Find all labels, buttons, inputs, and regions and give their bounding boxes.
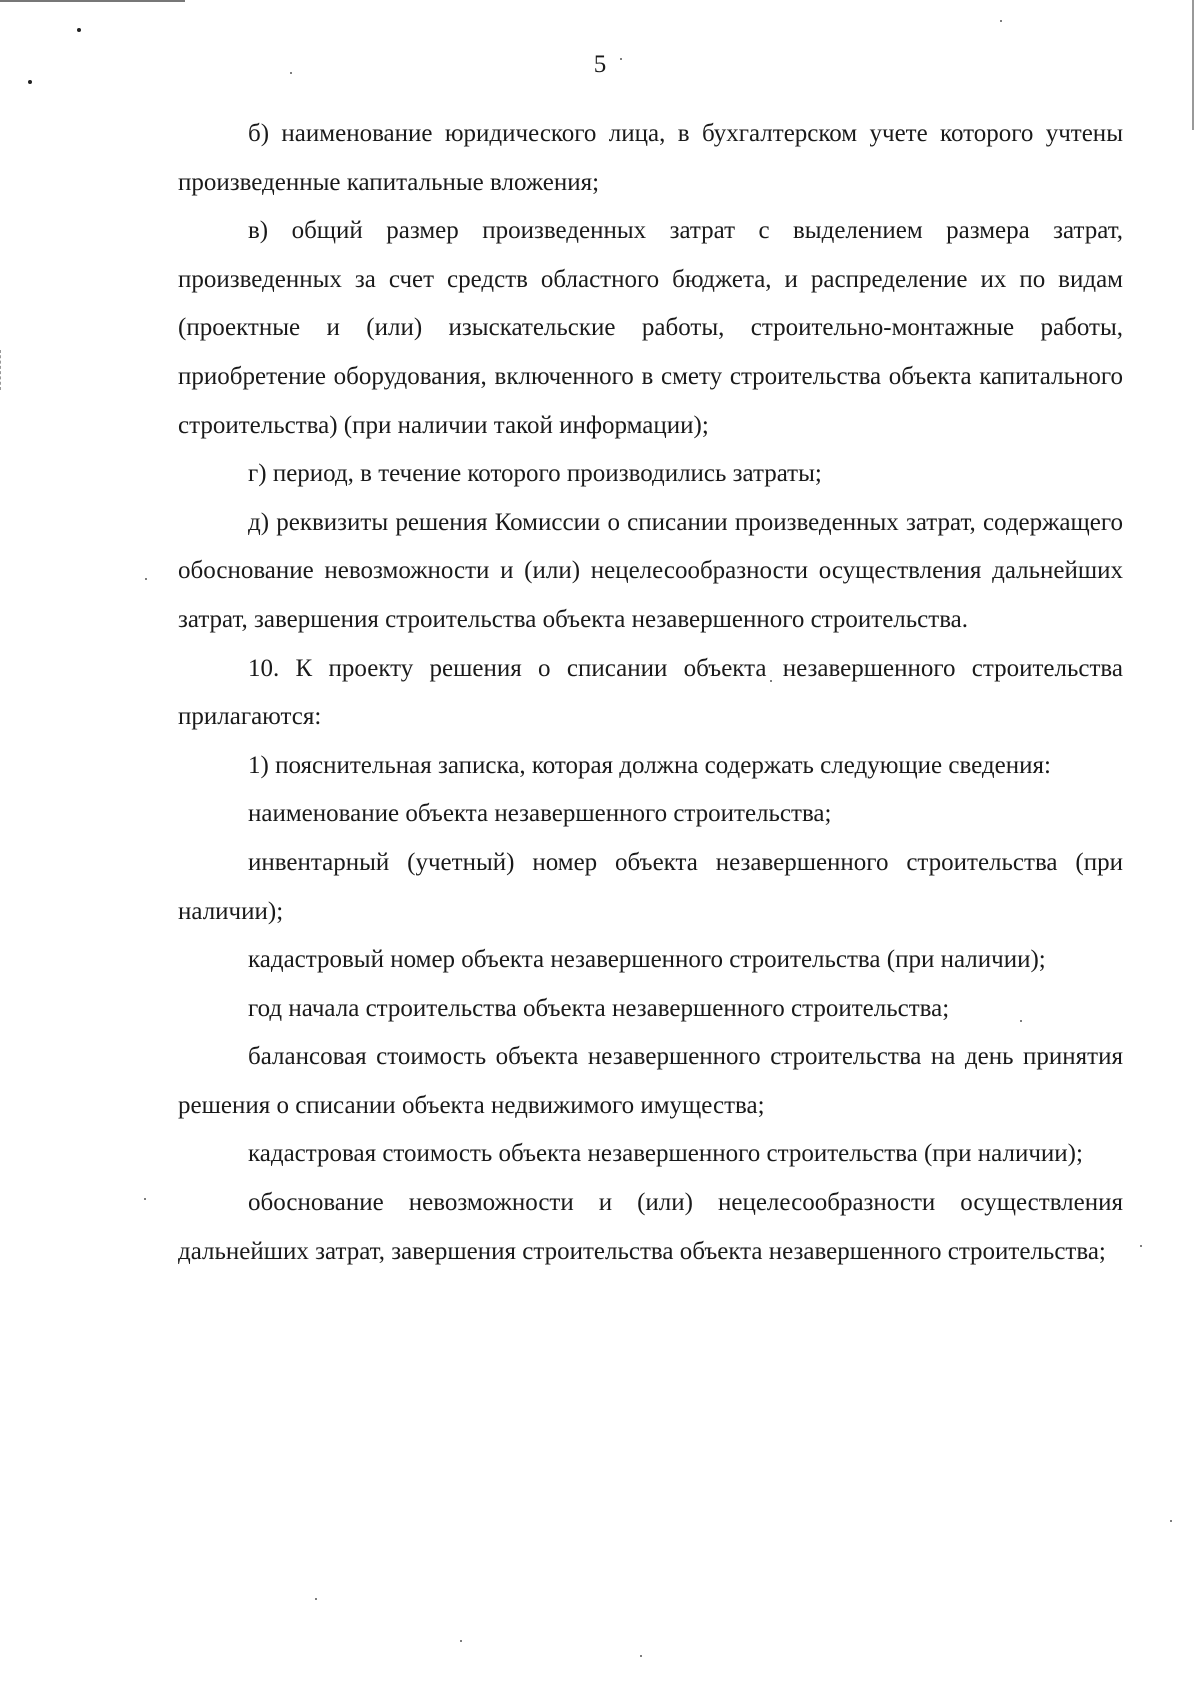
scan-edge-top [0, 0, 185, 2]
paragraph: балансовая стоимость объекта незавершенного строительства на день принятия решения о списании объекта недвижимого имущества; [178, 1043, 1123, 1119]
paragraph: обоснование невозможности и (или) нецелесообразности осуществления дальнейших затрат, завершения строительства объекта незавершенного строительства; [178, 1189, 1123, 1265]
scan-speck [315, 1598, 317, 1600]
scan-speck [77, 28, 81, 32]
paragraph: д) реквизиты решения Комиссии о списании произведенных затрат, содержащего обоснование невозможности и (или) нецелесообразности осуществления дальнейших затрат, завершения строительства объекта незавершенного строительства. [178, 508, 1123, 633]
scan-speck [1140, 1245, 1142, 1247]
paragraph: наименование объекта незавершенного строительства; [248, 800, 832, 828]
paragraph: кадастровая стоимость объекта незавершенного строительства (при наличии); [248, 1140, 1083, 1168]
paragraph: г) период, в течение которого производились затраты; [248, 460, 822, 488]
scan-speck [145, 578, 147, 580]
page-number: 5 [593, 51, 607, 78]
scan-speck [1000, 20, 1002, 22]
scan-speck [460, 1640, 462, 1642]
scan-speck [144, 1198, 146, 1200]
scan-speck [1170, 1520, 1172, 1522]
paragraph: год начала строительства объекта незавершенного строительства; [248, 994, 950, 1022]
paragraph: кадастровый номер объекта незавершенного строительства (при наличии); [248, 946, 1046, 974]
scan-speck [28, 80, 32, 84]
scan-edge-left [0, 350, 3, 390]
paragraph: 10. К проекту решения о списании объекта незавершенного строительства прилагаются: [178, 654, 1123, 731]
paragraph: инвентарный (учетный) номер объекта незавершенного строительства (при наличии); [178, 848, 1123, 925]
paragraph: б) наименование юридического лица, в бухгалтерском учете которого учтены произведенные капитальные вложения; [178, 120, 1123, 196]
paragraph: в) общий размер произведенных затрат с выделением размера затрат, произведенных за счет средств областного бюджета, и распределение их по видам (проектные и (или) изыскательские работы, строительно-монтажные работы, приобретение оборудования, включенного в смету строительства объекта капитального строительства) (при наличии такой информации); [178, 217, 1123, 439]
paragraph: 1) пояснительная записка, которая должна содержать следующие сведения: [248, 751, 1051, 779]
scan-speck [640, 1655, 642, 1657]
document-body [178, 110, 1123, 1276]
